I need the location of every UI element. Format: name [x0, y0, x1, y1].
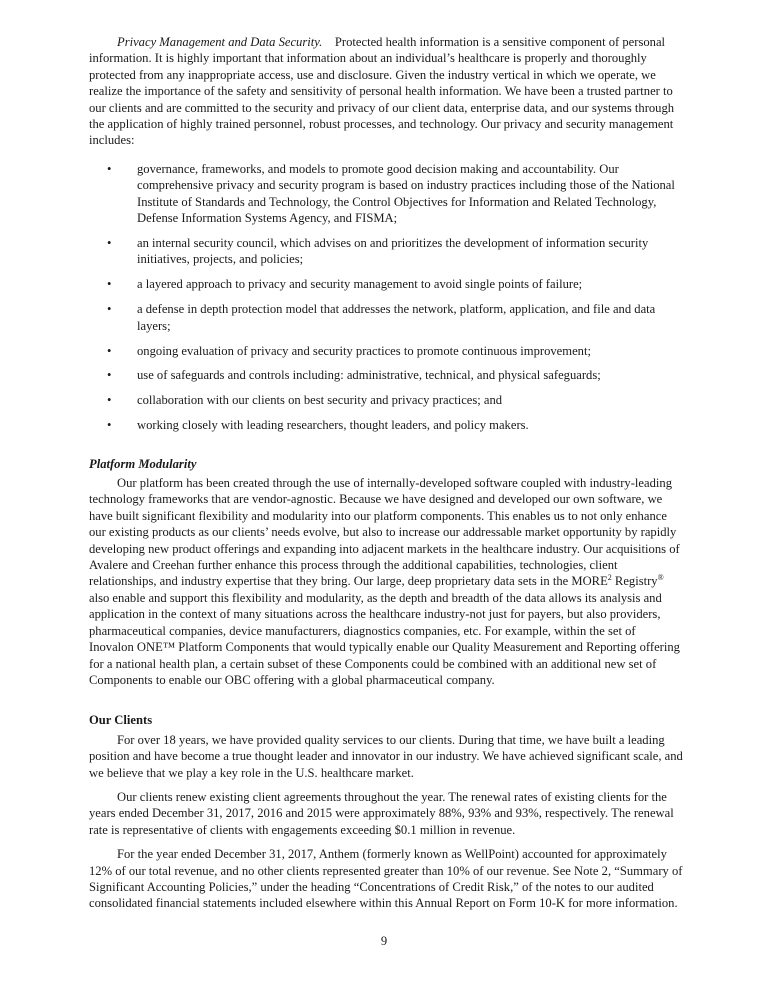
list-item-text: collaboration with our clients on best security and privacy practices; and	[137, 393, 503, 408]
platform-text-b: Registry	[611, 574, 658, 589]
list-item	[89, 301, 683, 334]
document-page	[89, 34, 683, 920]
list-item-text: governance, frameworks, and models to promote good decision making and accountability. Our comprehensive privacy and security program is based on industry practices including those of the National Institute of Standards and Technology, the Control Objectives for Information and Related Technology, Defense Information Systems Agency, and FISMA;	[137, 161, 675, 226]
page-number: 9	[380, 934, 388, 948]
bullet-icon: •	[107, 235, 112, 250]
list-item-text: a layered approach to privacy and security management to avoid single points of failure;	[137, 277, 583, 292]
bullet-icon: •	[107, 277, 112, 292]
clients-paragraph: Our clients renew existing client agreements throughout the year. The renewal rates of existing clients for the years ended December 31, 2017, 2016 and 2015 were approximately 88%, 93% and 93%, respectively. The renewal rate is representative of clients with engagements exceeding $0.1 million in revenue.	[89, 789, 674, 837]
platform-heading: Platform Modularity	[89, 456, 197, 471]
clients-paragraph: For the year ended December 31, 2017, Anthem (formerly known as WellPoint) accounted for approximately 12% of our total revenue, and no other clients represented greater than 10% of our revenue. See Note 2, “Summary of Significant Accounting Policies,” under the heading “Concentrations of Credit Risk,” of the notes to our audited consolidated financial statements included elsewhere within this Annual Report on Form 10-K for more information.	[89, 847, 683, 911]
superscript: 2	[607, 573, 612, 583]
list-item-text: use of safeguards and controls including: administrative, technical, and physical safeguards;	[137, 368, 601, 383]
privacy-text: Protected health information is a sensitive component of personal information. It is highly important that information about an individual’s healthcare is properly and thoroughly protected from any inappropriate access, use and disclosure. Given the industry vertical in which we operate, we realize the importance of the safety and sensitivity of personal health information. We have been a trusted partner to our clients and are committed to the security and privacy of our client data, enterprise data, and our systems through the application of highly trained personnel, robust processes, and technology. Our privacy and security management includes:	[89, 35, 675, 148]
bullet-icon: •	[107, 302, 112, 317]
bullet-icon: •	[107, 418, 112, 433]
list-item-text: working closely with leading researchers, thought leaders, and policy makers.	[137, 418, 529, 433]
list-item-text: ongoing evaluation of privacy and security practices to promote continuous improvement;	[137, 343, 591, 358]
list-item	[89, 417, 683, 433]
privacy-list	[89, 161, 683, 434]
list-item	[89, 235, 683, 268]
bullet-icon: •	[107, 393, 112, 408]
clients-heading: Our Clients	[89, 713, 153, 728]
platform-text-c: also enable and support this flexibility and modularity, as the depth and breadth of the data allows its analysis and application in the context of many situations across the healthcare industry-not just for payers, but also providers, pharmaceutical companies, device manufacturers, diagnostics companies, etc. For example, within the set of Inovalon ONE™ Platform Components that would typically enable our Quality Measurement and Reporting offering for a national health plan, a certain subset of these Components could be combined with an additional new set of Components to enable our OBC offering with a global pharmaceutical company.	[89, 590, 680, 687]
list-item	[89, 161, 683, 227]
list-item	[89, 276, 683, 292]
list-item-text: a defense in depth protection model that addresses the network, platform, application, and file and data layers;	[137, 302, 656, 333]
privacy-heading: Privacy Management and Data Security.	[117, 35, 323, 49]
bullet-icon: •	[107, 368, 112, 383]
list-item-text: an internal security council, which advises on and prioritizes the development of information security initiatives, projects, and policies;	[137, 235, 649, 267]
list-item	[89, 392, 683, 408]
list-item	[89, 343, 683, 359]
registered-mark: ®	[657, 573, 664, 583]
platform-paragraph	[89, 475, 683, 688]
bullet-icon: •	[107, 161, 112, 176]
bullet-icon: •	[107, 343, 112, 358]
platform-text-a: Our platform has been created through the use of internally-developed software coupled with industry-leading technology frameworks that are vendor-agnostic. Because we have designed and developed our own software, we have built significant flexibility and modularity into our platform components. This enables us to not only enhance our existing products as our clients’ needs evolve, but also to increase our addressable market opportunity by rapidly developing new product offerings and expanding into adjacent markets in the healthcare industry. Our acquisitions of Avalere and Creehan further enhance this process through the additional capabilities, technologies, client relationships, and industry expertise that they bring. Our large, deep proprietary data sets in the MORE	[89, 476, 680, 589]
list-item	[89, 367, 683, 383]
privacy-paragraph	[89, 34, 683, 149]
clients-paragraph: For over 18 years, we have provided quality services to our clients. During that time, we have built a leading position and have become a true thought leader and innovator in our industry. We have achieved significant scale, and we believe that we play a key role in the U.S. healthcare market.	[89, 732, 683, 780]
